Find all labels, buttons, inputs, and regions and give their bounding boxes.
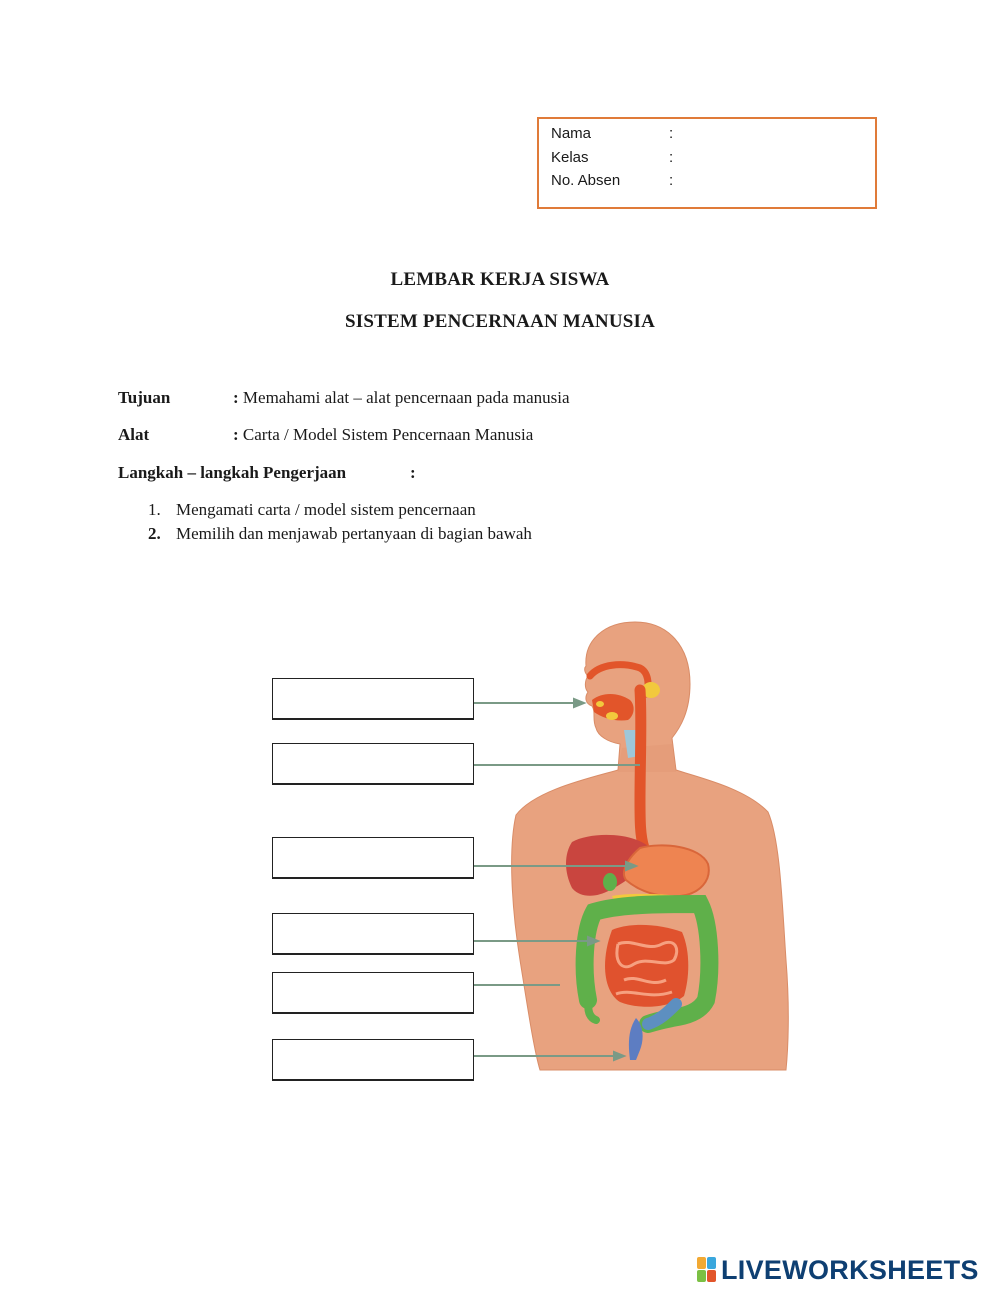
meta-langkah-label: Langkah – langkah Pengerjaan	[118, 463, 347, 482]
meta-tujuan-label: Tujuan	[118, 388, 171, 407]
identity-colon: :	[669, 148, 674, 166]
esophagus	[640, 690, 644, 848]
meta-tujuan-value: Memahami alat – alat pencernaan pada manusia	[242, 388, 570, 407]
answer-box-6[interactable]	[272, 1039, 474, 1081]
salivary-gland-sub	[606, 712, 618, 720]
meta-colon: :	[233, 425, 239, 444]
answer-box-5[interactable]	[272, 972, 474, 1014]
answer-box-2[interactable]	[272, 743, 474, 785]
liveworksheets-logo	[697, 1253, 979, 1287]
identity-colon: :	[669, 125, 674, 142]
worksheet-title: LEMBAR KERJA SISWA	[390, 269, 610, 290]
salivary-gland-small	[596, 701, 604, 707]
arrowhead	[574, 699, 584, 707]
identity-label: No. Absen	[551, 172, 621, 189]
answer-box-4[interactable]	[272, 913, 474, 955]
brand-name: LIVEWORKSHEETS	[721, 1254, 979, 1285]
meta-colon: :	[233, 388, 239, 407]
meta-langkah-colon: :	[410, 463, 416, 482]
step-text: Memilih dan menjawab pertanyaan di bagian bawah	[176, 524, 532, 543]
identity-label: Kelas	[551, 148, 589, 166]
liveworksheets-logo-icon	[697, 1257, 717, 1283]
step-text: Mengamati carta / model sistem pencernaan	[176, 500, 476, 519]
worksheet-subtitle: SISTEM PENCERNAAN MANUSIA	[344, 311, 656, 332]
answer-box-1[interactable]	[272, 678, 474, 720]
answer-box-3[interactable]	[272, 837, 474, 879]
step-number: 2.	[148, 524, 161, 543]
identity-label: Nama	[551, 125, 592, 142]
gallbladder	[603, 873, 617, 891]
step-number: 1.	[148, 500, 161, 519]
identity-colon: :	[669, 172, 674, 189]
meta-alat-value: Carta / Model Sistem Pencernaan Manusia	[242, 425, 534, 444]
meta-alat-label: Alat	[118, 425, 150, 444]
